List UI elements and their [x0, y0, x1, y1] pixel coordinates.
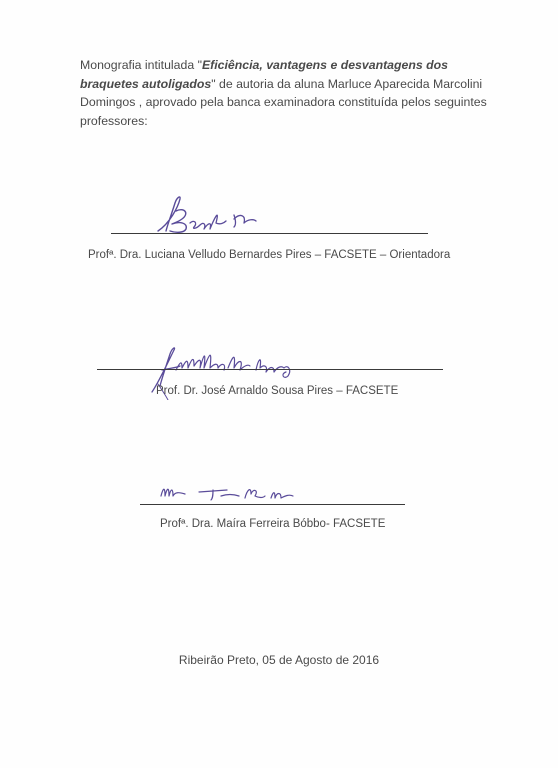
examiner-2-name: Prof. Dr. José Arnaldo Sousa Pires – FACSETE — [156, 385, 399, 397]
signature-1 — [150, 193, 270, 238]
signature-line-1 — [111, 233, 428, 234]
signature-line-2 — [97, 369, 443, 370]
examiner-3-name: Profª. Dra. Maíra Ferreira Bóbbo- FACSETE — [160, 518, 386, 530]
approval-statement — [80, 56, 500, 130]
intro-suffix: " de autoria da aluna Marluce Aparecida Marcolini Domingos , aprovado pela banca examinadora constituída pelos seguintes professores: — [80, 76, 487, 128]
examiner-1-name: Profª. Dra. Luciana Velludo Bernardes Pires – FACSETE – Orientadora — [88, 249, 451, 261]
monograph-title: Eficiência, vantagens e desvantagens dos braquetes autoligados — [80, 58, 448, 91]
signature-line-3 — [140, 504, 405, 505]
intro-prefix: Monografia intitulada " — [80, 58, 202, 72]
place-and-date: Ribeirão Preto, 05 de Agosto de 2016 — [178, 653, 380, 667]
